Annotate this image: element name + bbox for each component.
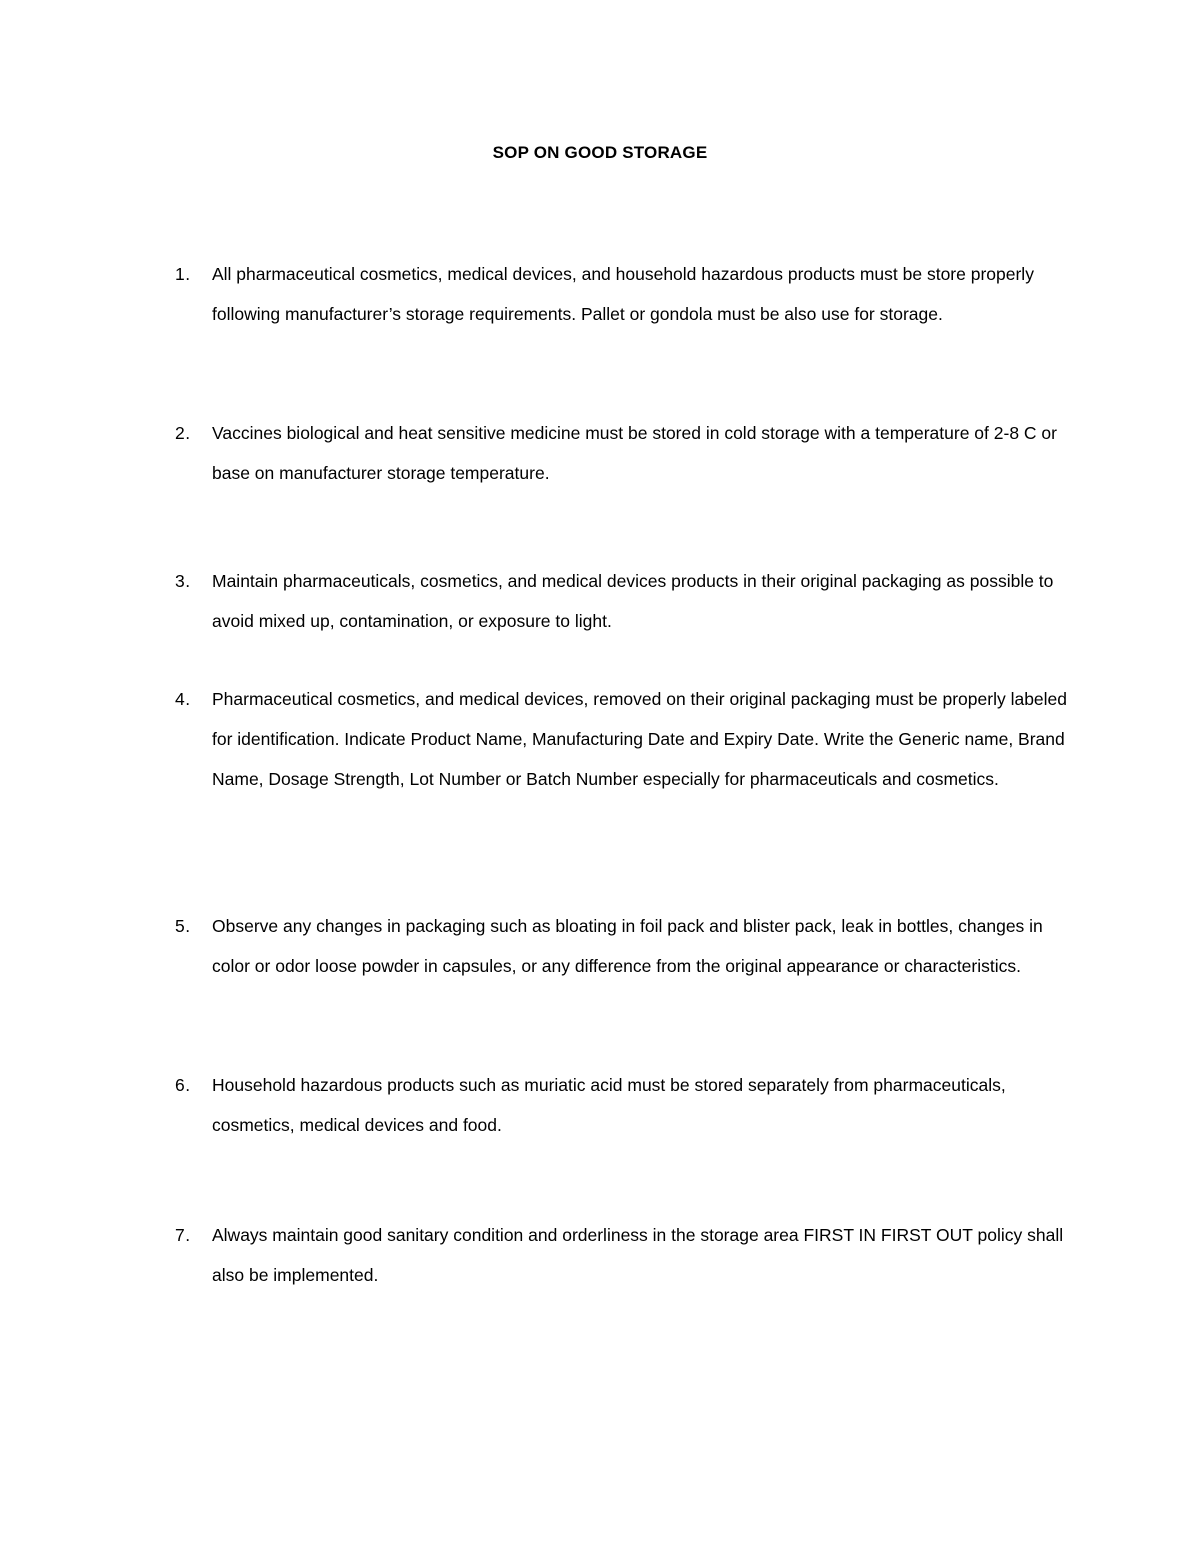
list-item-number: 3. (175, 571, 191, 591)
list-item-number: 4. (175, 689, 191, 709)
list-item-text: All pharmaceutical cosmetics, medical devices, and household hazardous products must be store properly following manufacturer’s storage requirements. Pallet or gondola must be also use for storage. (212, 264, 1034, 324)
list-item-number: 5. (175, 916, 191, 936)
document-title: SOP ON GOOD STORAGE (492, 143, 708, 162)
list-item-text: Vaccines biological and heat sensitive medicine must be stored in cold storage with a temperature of 2-8 C or base on manufacturer storage temperature. (212, 423, 1057, 483)
list-item-number: 6. (175, 1075, 191, 1095)
list-item-text: Pharmaceutical cosmetics, and medical devices, removed on their original packaging must be properly labeled for identification. Indicate Product Name, Manufacturing Date and Expiry Date. Write the Generic name, Brand Name, Dosage Strength, Lot Number or Batch Number especially for pharmaceuticals and cosmetics. (212, 689, 1068, 789)
list-item-text: Maintain pharmaceuticals, cosmetics, and medical devices products in their original packaging as possible to avoid mixed up, contamination, or exposure to light. (212, 571, 1054, 631)
list-item-text: Observe any changes in packaging such as bloating in foil pack and blister pack, leak in bottles, changes in color or odor loose powder in capsules, or any difference from the original appearance or characteristics. (212, 916, 1043, 976)
list-item-text: Household hazardous products such as muriatic acid must be stored separately from pharmaceuticals, cosmetics, medical devices and food. (212, 1075, 1006, 1135)
list-item-number: 1. (175, 264, 191, 284)
list-item-number: 2. (175, 423, 191, 443)
list-item-text: Always maintain good sanitary condition and orderliness in the storage area FIRST IN FIRST OUT policy shall also be implemented. (212, 1225, 1064, 1285)
list-item-number: 7. (175, 1225, 191, 1245)
